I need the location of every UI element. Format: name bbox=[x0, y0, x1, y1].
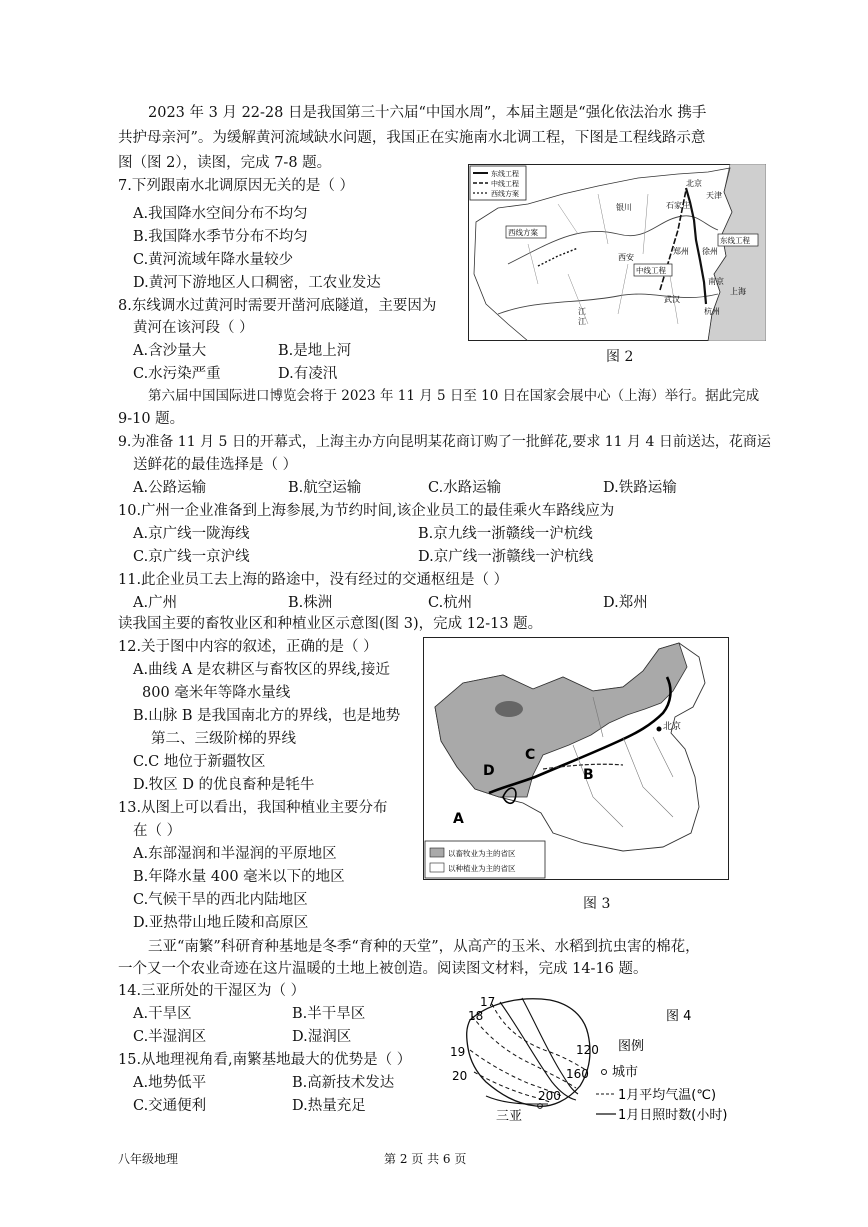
q7-option-a[interactable]: A.我国降水空间分布不均匀 bbox=[133, 206, 308, 222]
fig3-label-c: C bbox=[525, 747, 536, 763]
fig3-label-b: B bbox=[583, 767, 594, 783]
hainan-isoline-map bbox=[440, 990, 740, 1128]
q10-option-d[interactable]: D.京广线一浙赣线一沪杭线 bbox=[418, 549, 594, 565]
q8-option-c[interactable]: C.水污染严重 bbox=[133, 366, 221, 382]
q12-option-b-2: 第二、三级阶梯的界线 bbox=[151, 731, 296, 747]
fig4-iso-19: 19 bbox=[450, 1045, 466, 1059]
figure-2-map bbox=[468, 164, 766, 341]
agriculture-regions-map bbox=[423, 637, 729, 880]
q11-stem: 11.此企业员工去上海的路途中，没有经过的交通枢纽是（ ） bbox=[118, 572, 509, 588]
intro1-line3: 图（图 2），读图，完成 7-8 题。 bbox=[118, 155, 332, 171]
intro3: 读我国主要的畜牧业区和种植业区示意图(图 3)，完成 12-13 题。 bbox=[118, 616, 543, 632]
q8-stem-2: 黄河在该河段（ ） bbox=[133, 320, 254, 336]
figure-2-caption: 图 2 bbox=[606, 349, 634, 365]
fig2-label-wuhan: 武汉 bbox=[664, 295, 680, 304]
fig4-iso-120: 120 bbox=[576, 1043, 599, 1057]
fig4-iso-17: 17 bbox=[480, 995, 496, 1009]
fig2-legend-middle: 中线工程 bbox=[491, 180, 519, 188]
q14-option-b[interactable]: B.半干旱区 bbox=[292, 1006, 366, 1022]
q7-option-d[interactable]: D.黄河下游地区人口稠密，工农业发达 bbox=[133, 275, 381, 291]
intro4-line1: 三亚“南繁”科研育种基地是冬季“育种的天堂”，从高产的玉米、水稻到抗虫害的棉花， bbox=[148, 939, 700, 955]
intro2-line1: 第六届中国国际进口博览会将于 2023 年 11 月 5 日至 10 日在国家会展中心（上海）举行。据此完成 bbox=[148, 388, 760, 404]
fig3-legend-pastoral: 以畜牧业为主的省区 bbox=[448, 849, 516, 858]
q14-option-a[interactable]: A.干旱区 bbox=[133, 1006, 192, 1022]
figure-4-caption: 图 4 bbox=[666, 1009, 692, 1024]
fig2-box-east: 东线工程 bbox=[720, 236, 750, 245]
q14-stem: 14.三亚所处的干湿区为（ ） bbox=[118, 983, 306, 999]
q15-option-b[interactable]: B.高新技术发达 bbox=[292, 1075, 395, 1091]
q7-option-b[interactable]: B.我国降水季节分布不均匀 bbox=[133, 229, 308, 245]
q10-stem: 10.广州一企业准备到上海参展,为节约时间,该企业员工的最佳乘火车路线应为 bbox=[118, 503, 615, 519]
q15-option-a[interactable]: A.地势低平 bbox=[133, 1075, 207, 1091]
fig3-label-a: A bbox=[453, 811, 464, 827]
fig3-label-beijing: 北京 bbox=[663, 722, 682, 732]
q12-option-a-2: 800 毫米年等降水量线 bbox=[142, 685, 291, 701]
q10-option-a[interactable]: A.京广线一陇海线 bbox=[133, 526, 250, 542]
q9-option-c[interactable]: C.水路运输 bbox=[428, 480, 502, 496]
q14-option-c[interactable]: C.半湿润区 bbox=[133, 1029, 207, 1045]
fig4-label-sanya: 三亚 bbox=[496, 1109, 523, 1124]
intro1-line2: 共护母亲河”。为缓解黄河流域缺水问题，我国正在实施南水北调工程，下图是工程线路示意 bbox=[118, 130, 706, 146]
fig4-iso-18: 18 bbox=[468, 1009, 484, 1023]
footer-page-number: 第 2 页 共 6 页 bbox=[384, 1152, 467, 1166]
q8-option-b[interactable]: B.是地上河 bbox=[278, 343, 352, 359]
q13-option-b[interactable]: B.年降水量 400 毫米以下的地区 bbox=[133, 869, 345, 885]
q11-option-c[interactable]: C.杭州 bbox=[428, 595, 473, 611]
footer-subject: 八年级地理 bbox=[118, 1152, 179, 1166]
figure-3-map bbox=[423, 637, 729, 880]
q12-stem: 12.关于图中内容的叙述，正确的是（ ） bbox=[118, 639, 378, 655]
figure-4-map bbox=[440, 990, 740, 1128]
fig2-legend-east: 东线工程 bbox=[491, 170, 519, 178]
q14-option-d[interactable]: D.湿润区 bbox=[292, 1029, 352, 1045]
q9-option-b[interactable]: B.航空运输 bbox=[288, 480, 362, 496]
fig2-label-nanjing: 南京 bbox=[708, 277, 724, 286]
fig2-label-river: 江 bbox=[578, 307, 586, 316]
figure-3-caption: 图 3 bbox=[583, 896, 611, 912]
fig3-legend-crop: 以种植业为主的省区 bbox=[448, 864, 516, 873]
q8-option-d[interactable]: D.有凌汛 bbox=[278, 366, 338, 382]
fig2-label-shijiazhuang: 石家庄 bbox=[666, 201, 690, 210]
fig2-label-river-2: 江 bbox=[578, 317, 586, 326]
fig3-label-d: D bbox=[483, 763, 495, 779]
fig2-label-yinchuan: 银川 bbox=[616, 203, 632, 212]
fig4-iso-160: 160 bbox=[566, 1067, 589, 1081]
q12-option-c[interactable]: C.C 地位于新疆牧区 bbox=[133, 754, 266, 770]
q13-option-c[interactable]: C.气候干旱的西北内陆地区 bbox=[133, 892, 308, 908]
q11-option-d[interactable]: D.郑州 bbox=[603, 595, 648, 611]
q9-option-d[interactable]: D.铁路运输 bbox=[603, 480, 677, 496]
q15-option-d[interactable]: D.热量充足 bbox=[292, 1098, 366, 1114]
q8-option-a[interactable]: A.含沙量大 bbox=[133, 343, 207, 359]
fig2-legend-west: 西线方案 bbox=[491, 190, 519, 198]
intro2-line2: 9-10 题。 bbox=[118, 411, 185, 427]
q13-option-d[interactable]: D.亚热带山地丘陵和高原区 bbox=[133, 915, 309, 931]
fig2-box-west: 西线方案 bbox=[508, 228, 538, 237]
q12-option-b-1[interactable]: B.山脉 B 是我国南北方的界线，也是地势 bbox=[133, 708, 401, 724]
q13-stem-2: 在（ ） bbox=[133, 823, 182, 839]
q10-option-c[interactable]: C.京广线一京沪线 bbox=[133, 549, 250, 565]
intro4-line2: 一个又一个农业奇迹在这片温暖的土地上被创造。阅读图文材料，完成 14-16 题。 bbox=[118, 961, 648, 977]
fig2-label-zhengzhou: 郑州 bbox=[673, 247, 689, 256]
fig2-label-beijing: 北京 bbox=[686, 179, 702, 188]
fig4-legend-temp: 1月平均气温(℃) bbox=[618, 1088, 717, 1103]
fig4-legend-city: 城市 bbox=[612, 1065, 639, 1080]
q8-stem-1: 8.东线调水过黄河时需要开凿河底隧道，主要因为 bbox=[118, 298, 437, 314]
fig4-iso-200: 200 bbox=[538, 1089, 561, 1103]
fig4-iso-20: 20 bbox=[452, 1069, 468, 1083]
fig2-label-xuzhou: 徐州 bbox=[702, 247, 718, 256]
fig2-box-middle: 中线工程 bbox=[636, 266, 666, 275]
fig2-label-hangzhou: 杭州 bbox=[704, 307, 720, 316]
q13-option-a[interactable]: A.东部湿润和半湿润的平原地区 bbox=[133, 846, 337, 862]
fig4-legend-title: 图例 bbox=[618, 1039, 645, 1054]
q13-stem-1: 13.从图上可以看出，我国种植业主要分布 bbox=[118, 800, 388, 816]
q7-option-c[interactable]: C.黄河流域年降水量较少 bbox=[133, 252, 294, 268]
q11-option-a[interactable]: A.广州 bbox=[133, 595, 178, 611]
q15-stem: 15.从地理视角看,南繁基地最大的优势是（ ） bbox=[118, 1052, 412, 1068]
q9-stem-2: 送鲜花的最佳选择是（ ） bbox=[133, 457, 298, 473]
q15-option-c[interactable]: C.交通便利 bbox=[133, 1098, 207, 1114]
q9-stem-1: 9.为准备 11 月 5 日的开幕式，上海主办方向昆明某花商订购了一批鲜花,要求 11 月 4 日前送达，花商运 bbox=[118, 434, 771, 450]
q9-option-a[interactable]: A.公路运输 bbox=[133, 480, 207, 496]
q12-option-a-1[interactable]: A.曲线 A 是农耕区与畜牧区的界线,接近 bbox=[133, 662, 390, 678]
q11-option-b[interactable]: B.株洲 bbox=[288, 595, 333, 611]
water-diversion-map bbox=[468, 164, 766, 341]
intro1-line1: 2023 年 3 月 22-28 日是我国第三十六届“中国水周”，本届主题是“强化依法治水 携手 bbox=[148, 105, 707, 121]
fig2-label-shanghai: 上海 bbox=[730, 287, 746, 296]
q12-option-d[interactable]: D.牧区 D 的优良畜种是牦牛 bbox=[133, 777, 315, 793]
fig2-label-xian: 西安 bbox=[618, 253, 634, 262]
q10-option-b[interactable]: B.京九线一浙赣线一沪杭线 bbox=[418, 526, 593, 542]
fig2-label-tianjin: 天津 bbox=[706, 191, 722, 200]
fig4-legend-sun: 1月日照时数(小时) bbox=[618, 1108, 728, 1123]
q7-stem: 7.下列跟南水北调原因无关的是（ ） bbox=[118, 178, 354, 194]
